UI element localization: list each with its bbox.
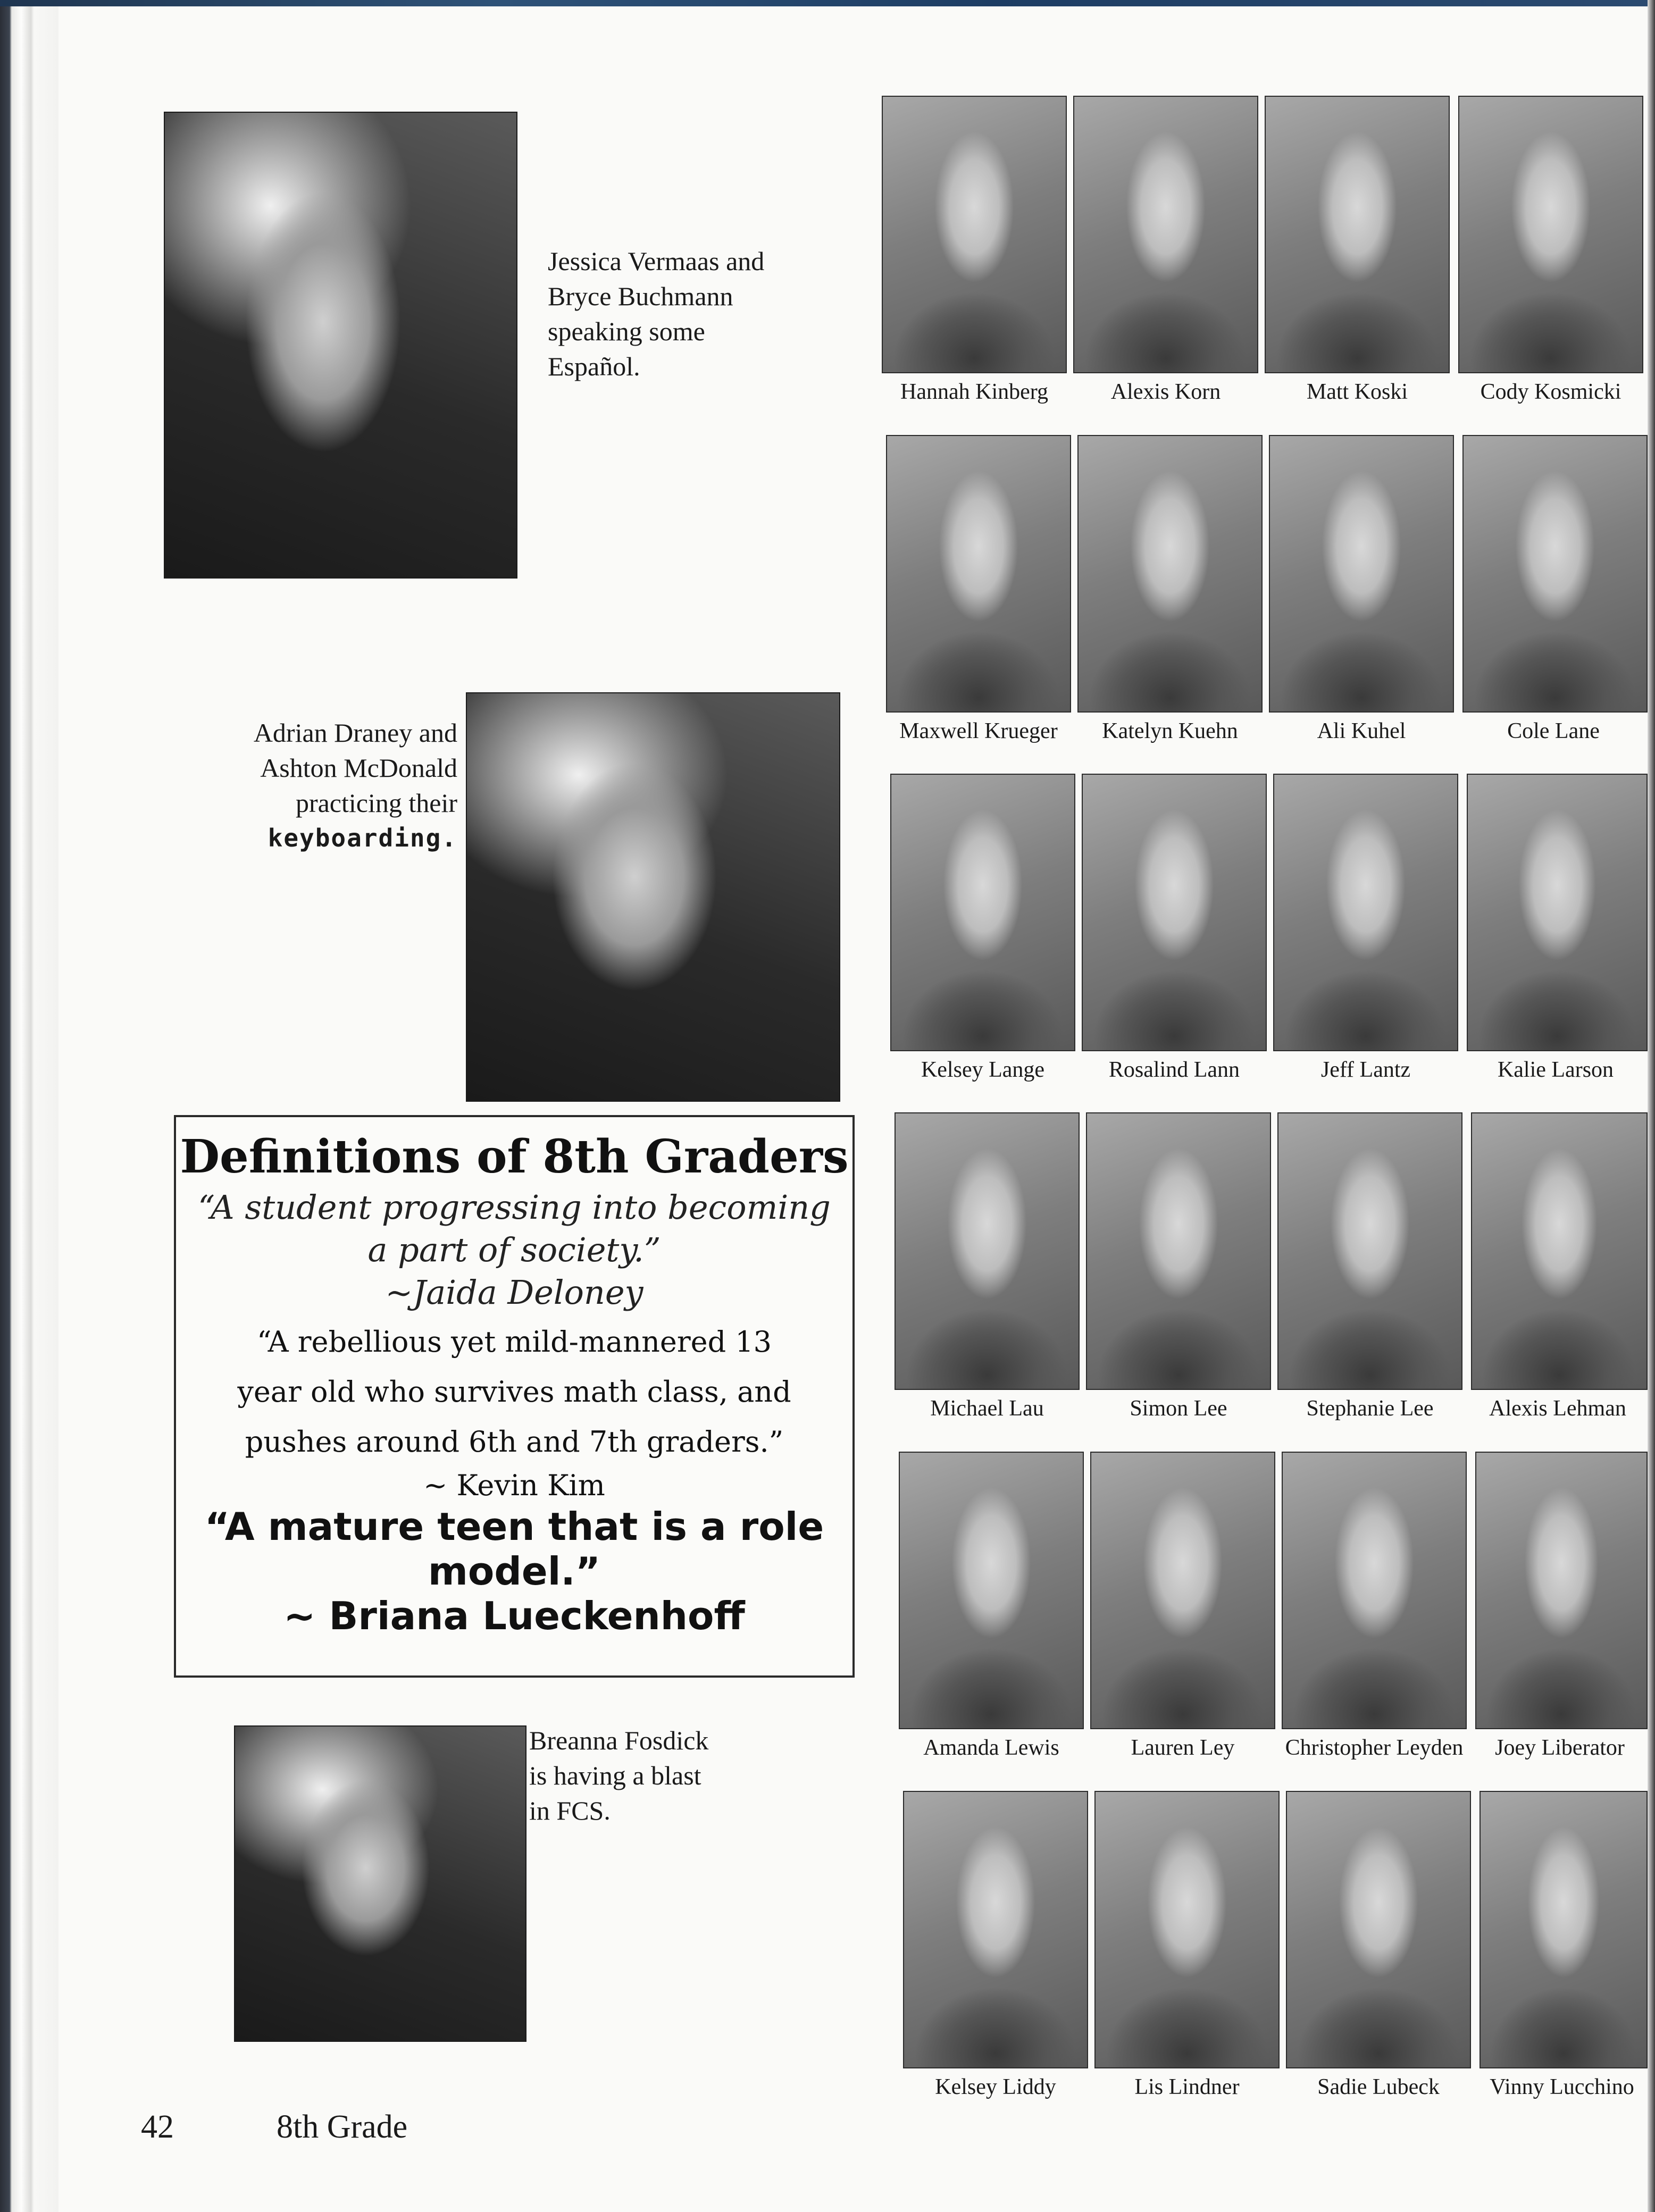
- student-name: Alexis Lehman: [1489, 1396, 1626, 1421]
- student-name: Ali Kuhel: [1317, 719, 1406, 743]
- student-portrait: [1467, 774, 1648, 1051]
- student-portrait: [1471, 1112, 1648, 1390]
- caption-line: speaking some: [548, 316, 705, 346]
- student-portrait: [1073, 96, 1258, 373]
- student-name: Christopher Leyden: [1285, 1736, 1464, 1760]
- student-portrait: [1094, 1791, 1280, 2068]
- caption-line: Bryce Buchmann: [548, 281, 733, 311]
- quote-line: “A rebellious yet mild-mannered 13: [256, 1325, 772, 1359]
- student-portrait: [1286, 1791, 1471, 2068]
- candid-caption-spanish: [548, 244, 764, 384]
- student-portrait: [890, 774, 1075, 1051]
- student-name: Michael Lau: [930, 1396, 1044, 1421]
- student-name: Sadie Lubeck: [1317, 2075, 1440, 2099]
- student-portrait: [895, 1112, 1080, 1390]
- right-edge: [1648, 0, 1655, 2212]
- student-portrait: [1277, 1112, 1462, 1390]
- student-name: Hannah Kinberg: [900, 380, 1048, 404]
- student-name: Maxwell Krueger: [899, 719, 1058, 743]
- student-name: Katelyn Kuehn: [1102, 719, 1238, 743]
- quote-line: model.”: [428, 1549, 601, 1594]
- quote-line: year old who survives math class, and: [237, 1375, 791, 1409]
- caption-line: is having a blast: [529, 1761, 701, 1790]
- caption-line: practicing their: [295, 788, 457, 818]
- candid-photo-keyboarding: [466, 692, 840, 1102]
- definitions-title: Definitions of 8th Graders: [180, 1130, 849, 1184]
- student-name: Cole Lane: [1507, 719, 1600, 743]
- student-portrait: [1269, 435, 1454, 713]
- student-portrait: [882, 96, 1067, 373]
- student-portrait: [899, 1452, 1084, 1729]
- quote-author: ~ Kevin Kim: [423, 1469, 605, 1502]
- candid-photo-spanish: [164, 112, 517, 579]
- student-name: Lauren Ley: [1131, 1736, 1235, 1760]
- quote-line: a part of society.”: [367, 1230, 661, 1269]
- student-name: Stephanie Lee: [1306, 1396, 1434, 1421]
- student-portrait: [1082, 774, 1267, 1051]
- quote-line: “A mature teen that is a role: [204, 1504, 824, 1549]
- caption-line: Ashton McDonald: [260, 753, 457, 783]
- top-edge: [0, 0, 1655, 6]
- caption-line: Breanna Fosdick: [529, 1725, 709, 1755]
- student-name: Vinny Lucchino: [1490, 2075, 1634, 2099]
- student-portrait: [886, 435, 1071, 713]
- student-portrait: [1282, 1452, 1467, 1729]
- candid-caption-fcs: [529, 1723, 708, 1828]
- caption-line: Adrian Draney and: [253, 718, 457, 748]
- student-name: Amanda Lewis: [923, 1736, 1059, 1760]
- student-name: Lis Lindner: [1134, 2075, 1240, 2099]
- quote-author: ~Jaida Deloney: [385, 1273, 643, 1312]
- section-name: 8th Grade: [277, 2109, 408, 2145]
- student-name: Simon Lee: [1130, 1396, 1227, 1421]
- caption-line: in FCS.: [529, 1796, 611, 1825]
- student-name: Kalie Larson: [1497, 1058, 1614, 1082]
- student-name: Matt Koski: [1306, 380, 1408, 404]
- student-name: Alexis Korn: [1110, 380, 1221, 404]
- student-name: Joey Liberator: [1495, 1736, 1625, 1760]
- student-name: Cody Kosmicki: [1480, 380, 1621, 404]
- caption-line: Jessica Vermaas and: [548, 246, 765, 276]
- quote-line: pushes around 6th and 7th graders.”: [245, 1425, 784, 1459]
- definitions-box: [174, 1115, 855, 1678]
- student-portrait: [1273, 774, 1458, 1051]
- student-portrait: [1077, 435, 1263, 713]
- student-portrait: [1462, 435, 1648, 713]
- student-portrait: [903, 1791, 1088, 2068]
- student-portrait: [1090, 1452, 1275, 1729]
- quote-line: “A student progressing into becoming: [198, 1188, 831, 1227]
- student-name: Kelsey Lange: [921, 1058, 1045, 1082]
- student-name: Rosalind Lann: [1108, 1058, 1240, 1082]
- caption-line: Español.: [548, 351, 640, 381]
- student-name: Jeff Lantz: [1320, 1058, 1411, 1082]
- student-name: Kelsey Liddy: [935, 2075, 1056, 2099]
- caption-keyword: keyboarding.: [268, 824, 457, 852]
- candid-caption-keyboarding: [175, 715, 457, 856]
- quote-author: ~ Briana Lueckenhoff: [283, 1594, 745, 1638]
- student-portrait: [1086, 1112, 1271, 1390]
- student-portrait: [1458, 96, 1643, 373]
- candid-photo-fcs: [234, 1725, 526, 2042]
- student-portrait: [1265, 96, 1450, 373]
- binding-edge: [0, 0, 58, 2212]
- student-portrait: [1480, 1791, 1648, 2068]
- student-portrait: [1475, 1452, 1648, 1729]
- page-number: 42: [141, 2109, 174, 2145]
